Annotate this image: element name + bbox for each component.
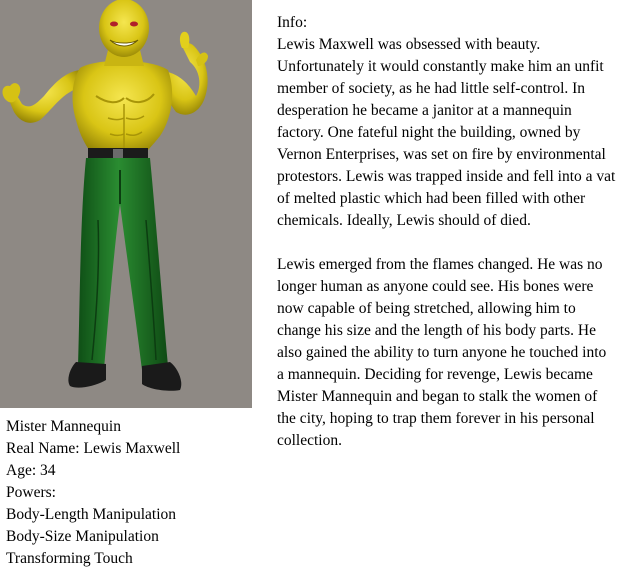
character-render [0, 0, 252, 408]
powers-heading: Powers: [6, 484, 56, 501]
age: Age: 34 [6, 462, 56, 479]
power-item: Body-Length Manipulation [6, 506, 177, 523]
real-name: Real Name: Lewis Maxwell [6, 440, 181, 457]
mannequin-figure-illustration [0, 0, 252, 408]
info-paragraph-origin: Lewis Maxwell was obsessed with beauty. Unfortunately it would constantly make him an unfit member of society, as he had little self-control. In desperation he became a janitor at a mannequin factory. One fateful night the building, owned by Vernon Enterprises, was set on fire by environmental protestors. Lewis was trapped inside and fell into a vat of melted plastic which had been filled with other chemicals. Ideally, Lewis should of died. [277, 36, 616, 229]
character-stats [6, 416, 256, 570]
info-heading: Info: [277, 14, 308, 31]
power-item: Transforming Touch [6, 550, 133, 567]
info-section [277, 12, 617, 452]
info-paragraph-powers: Lewis emerged from the flames changed. He was no longer human as anyone could see. His bones were now capable of being stretched, allowing him to change his size and the length of his body parts. He also gained the ability to turn anyone he touched into a mannequin. Deciding for revenge, Lewis became Mister Mannequin and began to stalk the women of the city, hoping to trap them forever in his personal collection. [277, 256, 607, 449]
power-item: Body-Size Manipulation [6, 528, 159, 545]
character-name: Mister Mannequin [6, 418, 121, 435]
